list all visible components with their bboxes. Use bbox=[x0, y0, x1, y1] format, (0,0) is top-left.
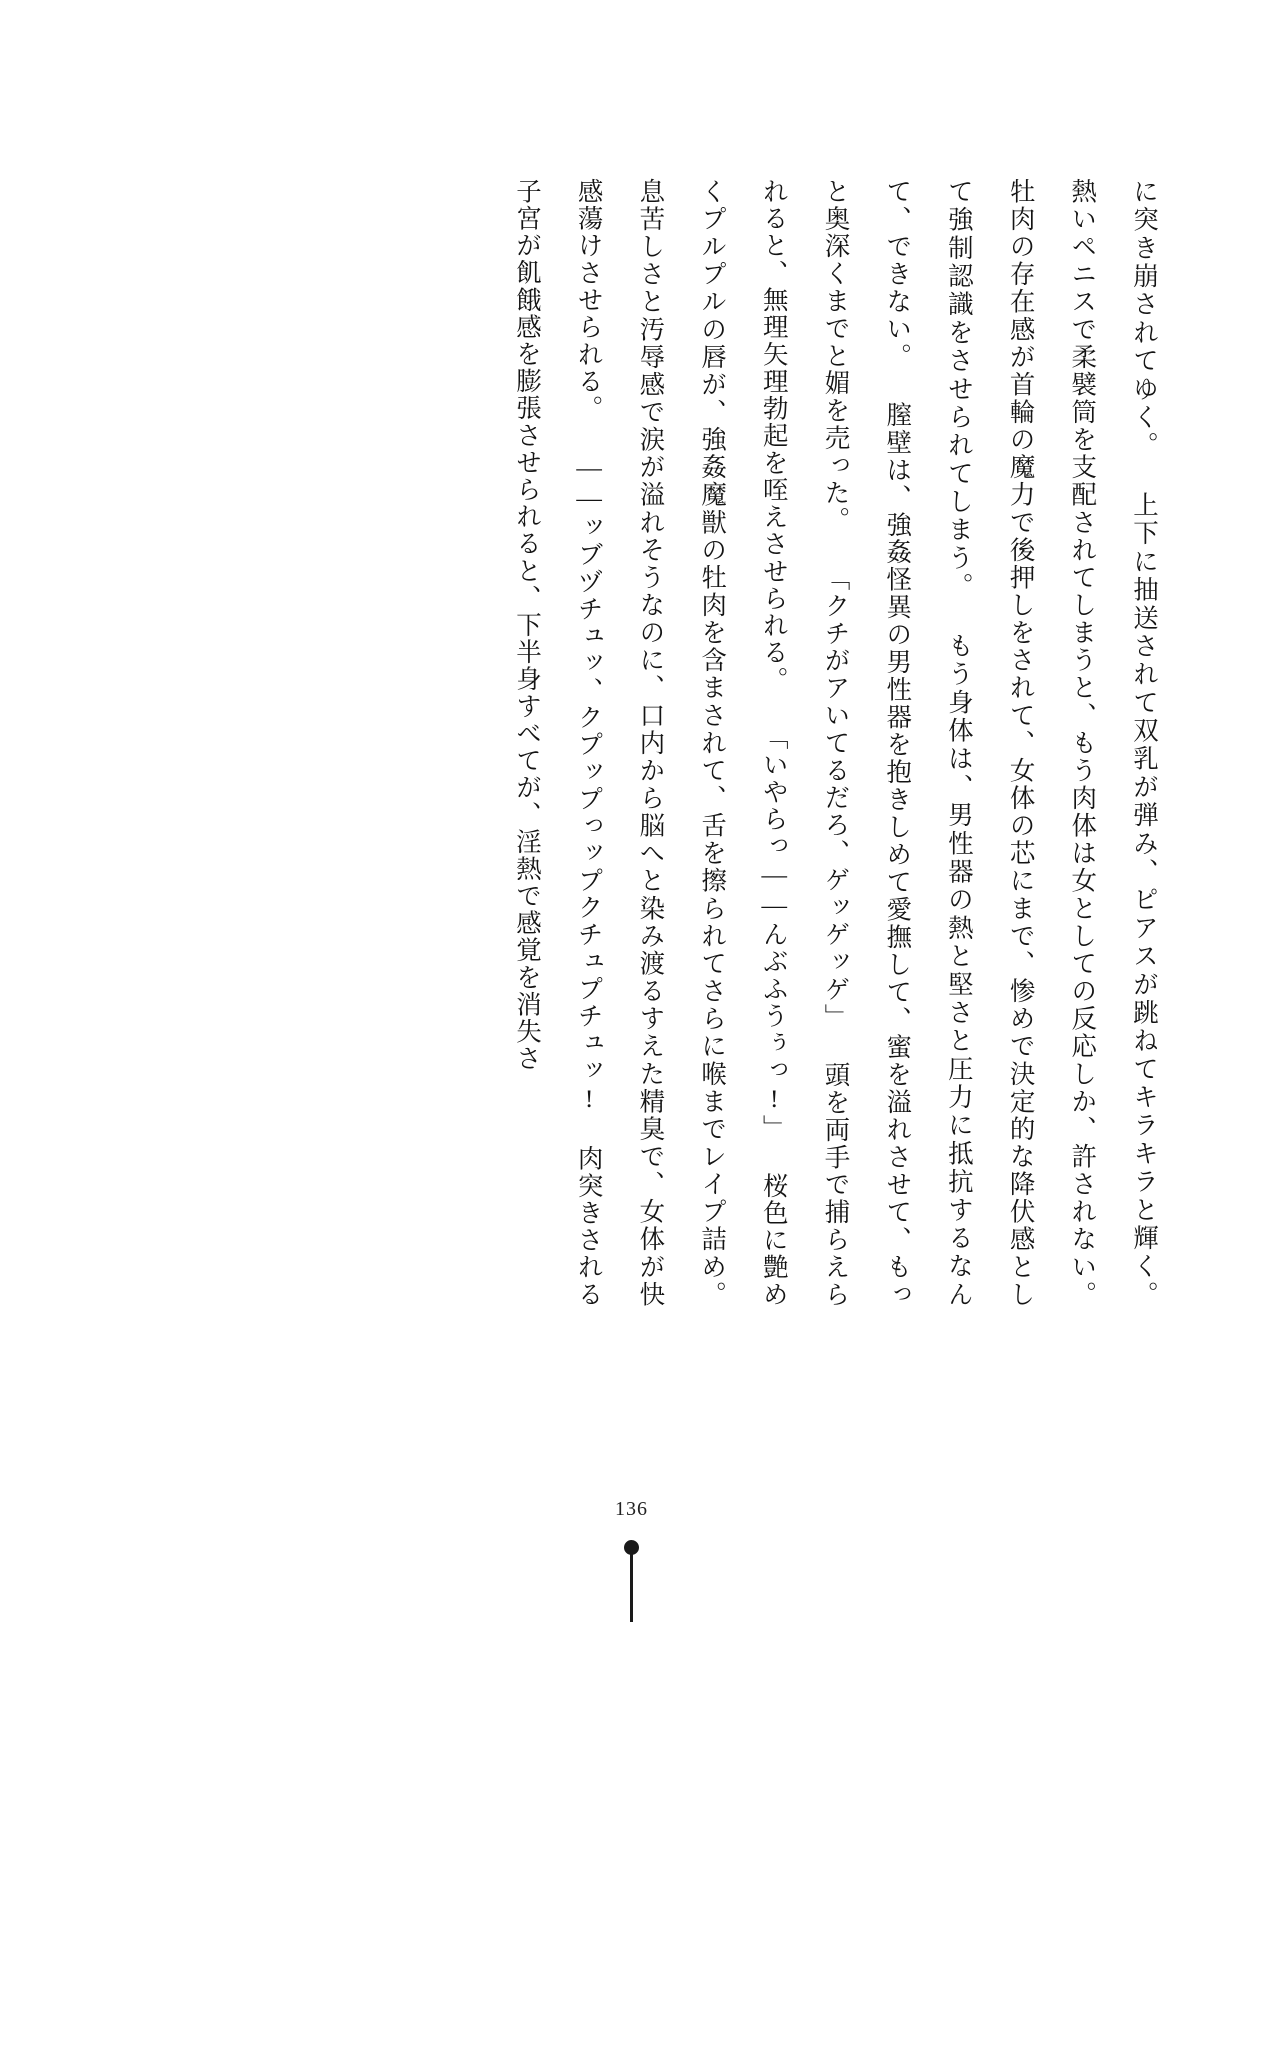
page-body-text: に突き崩されてゆく。 上下に抽送されて双乳が弾み、ピアスが跳ねてキラキラと輝く。 熱いペニスで柔襞筒を支配されてしまうと、もう肉体は女としての反応しか、許されない。 牡肉の存在感が首輪の魔力で後押しをされて、女体の芯にまで、惨めで決定的な降伏感として強制認識をさせられてしまう。 もう身体は、男性器の熱と堅さと圧力に抵抗するなんて、できない。 膣壁は、強姦怪異の男性器を抱きしめて愛撫して、蜜を溢れさせて、もっと奥深くまでと媚を売った。 「クチがアいてるだろ、ゲッゲッゲ」 頭を両手で捕らえられると、無理矢理勃起を咥えさせられる。 「いやらっ——んぶふうぅっ!」 桜色に艶めくプルプルの唇が、強姦魔獣の牡肉を含まされて、舌を擦られてさらに喉までレイプ詰め。 息苦しさと汚辱感で涙が溢れそうなのに、口内から脳へと染み渡るすえた精臭で、女体が快感蕩けさせられる。 ——ッブヅチュッ、クプップっップクチュプチュッ! 肉突きされる子宮が飢餓感を膨張させられると、下半身すべてが、淫熱で感覚を消失さ bbox=[512, 178, 1159, 1308]
footer-dot-icon bbox=[624, 1540, 639, 1555]
page-number: 136 bbox=[615, 1498, 648, 1520]
footer-ornament bbox=[0, 1540, 1263, 1620]
footer-line-icon bbox=[630, 1554, 633, 1622]
